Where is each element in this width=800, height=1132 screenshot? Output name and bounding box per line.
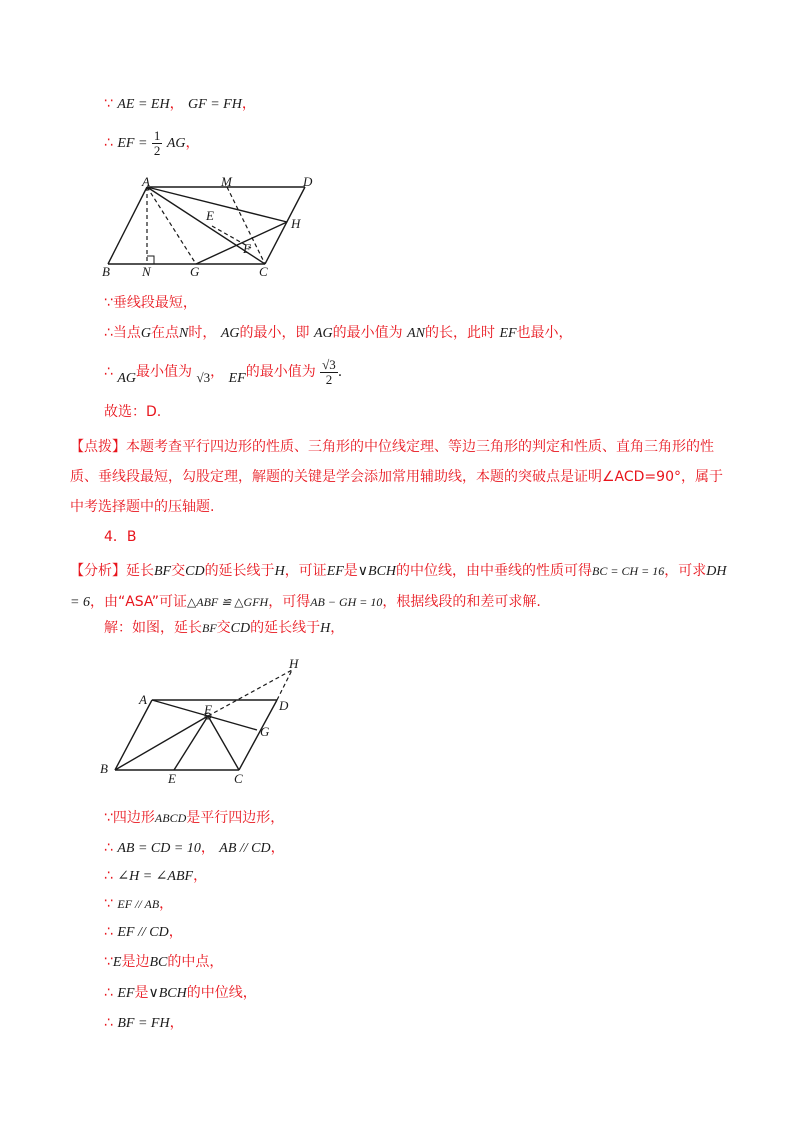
because-symbol: ∵: [104, 295, 113, 311]
period: .: [337, 364, 343, 380]
separator: ，: [193, 868, 208, 884]
eq-gf-fh: GF = FH: [188, 97, 242, 112]
because-symbol: ∵: [104, 810, 113, 826]
var-bf: BF: [202, 621, 217, 635]
text: 的延长线于: [250, 620, 321, 636]
var-ef: EF: [499, 326, 517, 341]
var-bf: BF: [154, 564, 172, 579]
label-d: D: [279, 698, 289, 713]
therefore-symbol: ∴: [104, 135, 113, 151]
line-shortest-perpendicular: [104, 293, 197, 313]
ef-parallel-ab: EF // AB: [117, 897, 160, 911]
therefore-symbol: ∴: [104, 325, 113, 341]
line-when-g-at-n: [104, 323, 573, 344]
var-h: H: [274, 564, 285, 579]
paragraph-analysis: [70, 556, 730, 618]
label-d: D: [303, 176, 313, 189]
question-number: 4．B: [104, 529, 137, 545]
separator: ，: [241, 96, 256, 112]
because-symbol: ∵: [104, 954, 113, 970]
line-ef-parallel-ab: [104, 894, 173, 914]
text: 的中点，: [167, 954, 224, 970]
congruence-statement: △ABF ≌ △GFH: [187, 595, 269, 609]
label-g: G: [260, 724, 270, 739]
label-b: B: [102, 264, 110, 279]
label-f: F: [243, 241, 251, 256]
therefore-symbol: ∴: [104, 985, 113, 1001]
ef-parallel-cd: EF // CD: [117, 925, 169, 940]
text: 是平行四边形，: [186, 810, 285, 826]
label-c: C: [234, 771, 243, 786]
text: 交: [216, 620, 231, 636]
var-ef: EF: [117, 986, 135, 1001]
fraction-numerator: 1: [153, 127, 161, 143]
text: 垂线段最短，: [112, 295, 197, 311]
var-e: E: [112, 955, 122, 970]
eq-dh: DH = 6: [70, 564, 727, 610]
text: ，根据线段的和差可求解.: [382, 594, 541, 610]
label-b: B: [100, 761, 108, 776]
separator: ，: [330, 620, 345, 636]
label-e: E: [168, 771, 176, 786]
eq-ae-eh: AE = EH: [117, 97, 170, 112]
var-ag: AG: [117, 371, 137, 386]
text: 的最小值为: [332, 325, 403, 341]
label-m: M: [221, 176, 232, 189]
text: ，由“ASA”可证: [89, 594, 188, 610]
line-question-4: [104, 527, 137, 547]
text: 的延长线于: [204, 563, 275, 579]
segment-fe: [174, 716, 208, 770]
text: 延长: [126, 563, 154, 579]
line-angle-h: [104, 866, 207, 887]
edge-ab: [108, 187, 147, 264]
line-solution-intro: [104, 618, 344, 639]
triangle-bch: ∨BCH: [148, 986, 187, 1001]
var-bc: BC: [149, 955, 168, 970]
triangle-bch: ∨BCH: [357, 564, 397, 579]
therefore-symbol: ∴: [104, 1015, 113, 1031]
text: 当点: [112, 325, 141, 341]
label-n: N: [142, 264, 151, 279]
fraction-denominator: 2: [325, 371, 333, 387]
text: 的中位线，由中垂线的性质可得: [396, 563, 593, 579]
line-ab-cd-10: [104, 838, 285, 859]
text: 也最小，: [516, 325, 573, 341]
eq-ab-cd: AB = CD = 10: [117, 841, 201, 856]
text: 是边: [121, 954, 150, 970]
paragraph-body: 本题考查平行四边形的性质、三角形的中位线定理、等边三角形的判定和性质、直角三角形的性质、垂线段最短，勾股定理，解题的关键是学会添加常用辅助线，本题的突破点是证明∠ACD=90°，属于中考选择题中的压轴题.: [70, 439, 723, 515]
var-cd: CD: [185, 564, 205, 579]
var-h: H: [320, 621, 331, 636]
text: 的长，此时: [424, 325, 495, 341]
text: 最小值为: [136, 364, 193, 380]
label-h: H: [289, 656, 299, 671]
text: 在点: [151, 325, 180, 341]
therefore-symbol: ∴: [104, 868, 113, 884]
eq-bf-fh: BF = FH: [117, 1016, 170, 1031]
fraction-one-half: [152, 129, 163, 158]
separator: ，: [169, 1015, 184, 1031]
var-n: N: [179, 326, 189, 341]
text: 时，: [188, 325, 217, 341]
line-ef-half-ag: [104, 128, 200, 159]
edge-dc: [239, 700, 277, 770]
label-c: C: [259, 264, 268, 279]
separator: ，: [159, 896, 174, 912]
line-answer-d: [104, 402, 161, 422]
therefore-symbol: ∴: [104, 364, 113, 380]
label-h: H: [291, 216, 301, 231]
line-bf-fh: [104, 1013, 184, 1034]
text: ，可证: [284, 563, 327, 579]
fraction-numerator: √3: [322, 356, 336, 372]
line-given-1: [104, 94, 256, 115]
because-symbol: ∵: [104, 896, 113, 912]
text: 是: [343, 563, 358, 579]
separator: ，: [210, 364, 225, 380]
var-cd: CD: [230, 621, 251, 636]
text: 解：如图，延长: [104, 620, 202, 636]
text: ，可得: [268, 594, 311, 610]
text: 交: [171, 563, 186, 579]
text: 是: [134, 985, 149, 1001]
segment-ah: [147, 187, 287, 222]
fraction-sqrt3-over-2: [320, 358, 338, 387]
separator: ，: [185, 135, 200, 151]
section-label: 【点拨】: [70, 439, 126, 455]
figure-parallelogram-1: [96, 176, 326, 280]
fraction-denominator: 2: [153, 142, 161, 158]
var-ag: AG: [313, 326, 333, 341]
label-e: E: [206, 208, 214, 223]
because-symbol: ∵: [104, 96, 113, 112]
separator: ，: [169, 96, 184, 112]
line-ef-parallel-cd: [104, 922, 183, 943]
line-ef-midline: [104, 983, 257, 1004]
therefore-symbol: ∴: [104, 840, 113, 856]
ef-lhs: EF =: [117, 136, 148, 151]
separator: ，: [270, 840, 285, 856]
eq-ab-gh: AB − GH = 10: [310, 595, 383, 609]
var-ef: EF: [228, 371, 246, 386]
therefore-symbol: ∴: [104, 924, 113, 940]
line-abcd-parallelogram: [104, 808, 284, 828]
right-angle-mark: [147, 256, 154, 264]
text: 的最小值为: [245, 364, 316, 380]
separator: ，: [200, 840, 215, 856]
var-g: G: [140, 326, 152, 341]
text: 四边形: [112, 810, 155, 826]
section-label: 【分析】: [70, 563, 126, 579]
line-e-midpoint: [104, 952, 223, 973]
figure-parallelogram-2: [94, 652, 324, 788]
text: 的中位线，: [186, 985, 257, 1001]
var-ag: AG: [220, 326, 240, 341]
ab-parallel-cd: AB // CD: [219, 841, 271, 856]
text: ，可求: [664, 563, 707, 579]
label-a: A: [139, 692, 147, 707]
label-f: F: [204, 702, 212, 717]
value-sqrt3: √3: [196, 370, 211, 385]
var-abcd: ABCD: [154, 811, 187, 825]
eq-bc-ch: BC = CH = 16: [592, 564, 665, 578]
paragraph-dianbo: [70, 432, 730, 522]
answer-text: 故选：D.: [104, 404, 162, 420]
segment-ag-dashed: [147, 187, 196, 264]
line-min-values: [104, 356, 342, 389]
label-g: G: [190, 264, 200, 279]
ag-term: AG: [166, 136, 186, 151]
eq-angle: ∠H = ∠ABF: [117, 869, 194, 884]
label-a: A: [142, 176, 150, 189]
var-an: AN: [407, 326, 425, 341]
separator: ，: [168, 924, 183, 940]
text: 的最小，即: [239, 325, 310, 341]
var-ef: EF: [326, 564, 344, 579]
